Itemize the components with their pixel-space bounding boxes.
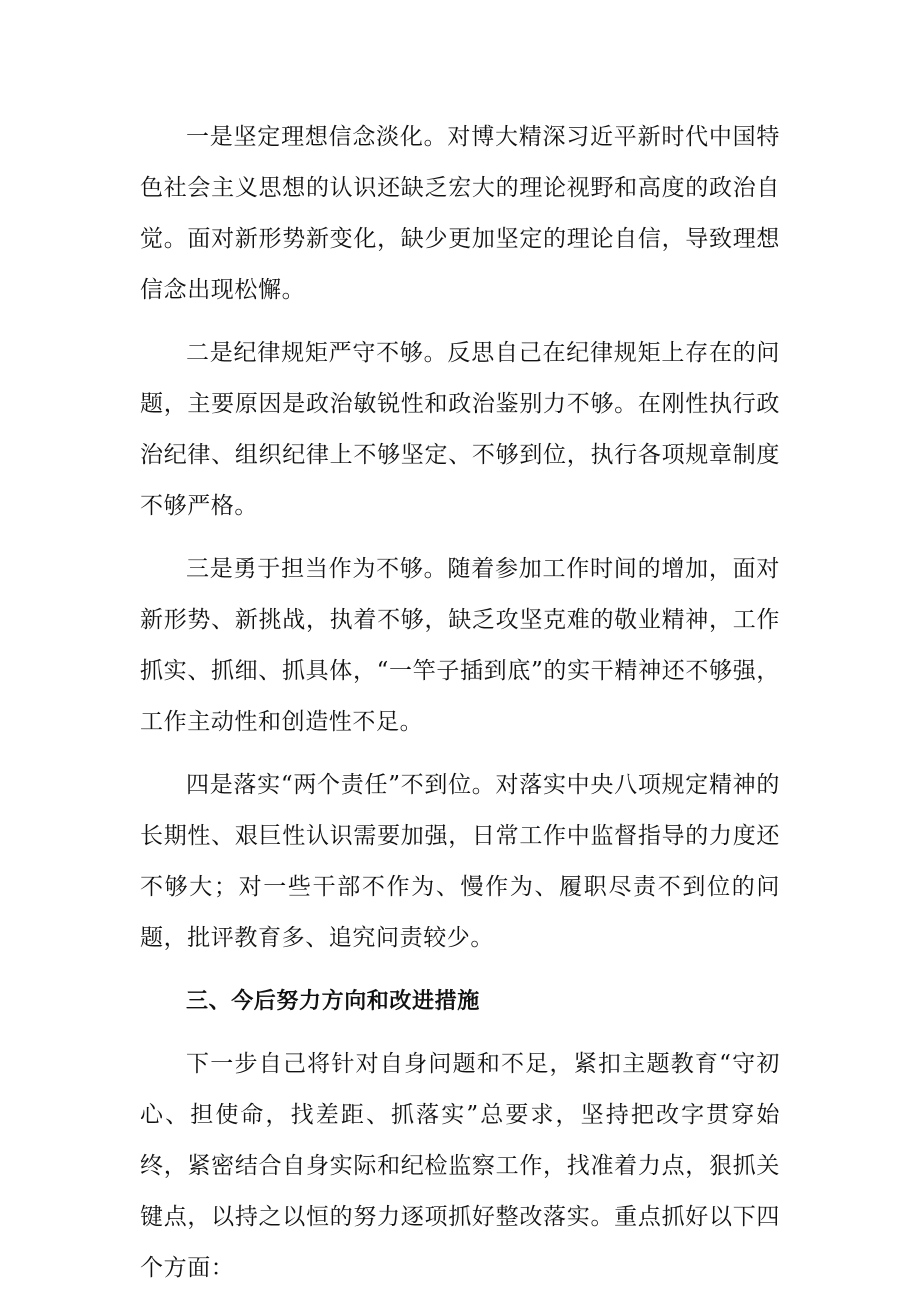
paragraph-ideals: 一是坚定理想信念淡化。对博大精深习近平新时代中国特色社会主义思想的认识还缺乏宏大的理论视野和高度的政治自觉。面对新形势新变化，缺少更加坚定的理论自信，导致理想信念出现松懈。 [140,124,780,303]
paragraph-two-duties: 四是落实“两个责任”不到位。对落实中央八项规定精神的长期性、艰巨性认识需要加强，日常工作中监督指导的力度还不够大；对一些干部不作为、慢作为、履职尽责不到位的问题，批评教育多、追究问责较少。 [140,772,780,951]
paragraph-responsibility: 三是勇于担当作为不够。随着参加工作时间的增加，面对新形势、新挑战，执着不够，缺乏攻坚克难的敬业精神，工作抓实、抓细、抓具体，“一竿子插到底”的实干精神还不够强，工作主动性和创造性不足。 [140,556,780,735]
section-heading: 三、今后努力方向和改进措施 [186,989,480,1014]
paragraph-next-steps: 下一步自己将针对自身问题和不足，紧扣主题教育“守初心、担使命，找差距、抓落实”总要求，坚持把改字贯穿始终，紧密结合自身实际和纪检监察工作，找准着力点，狠抓关键点，以持之以恒的努力逐项抓好整改落实。重点抓好以下四个方面： [140,1051,780,1281]
paragraph-discipline: 二是纪律规矩严守不够。反思自己在纪律规矩上存在的问题，主要原因是政治敏锐性和政治鉴别力不够。在刚性执行政治纪律、组织纪律上不够坚定、不够到位，执行各项规章制度不够严格。 [140,340,780,519]
document-body [140,112,780,1306]
